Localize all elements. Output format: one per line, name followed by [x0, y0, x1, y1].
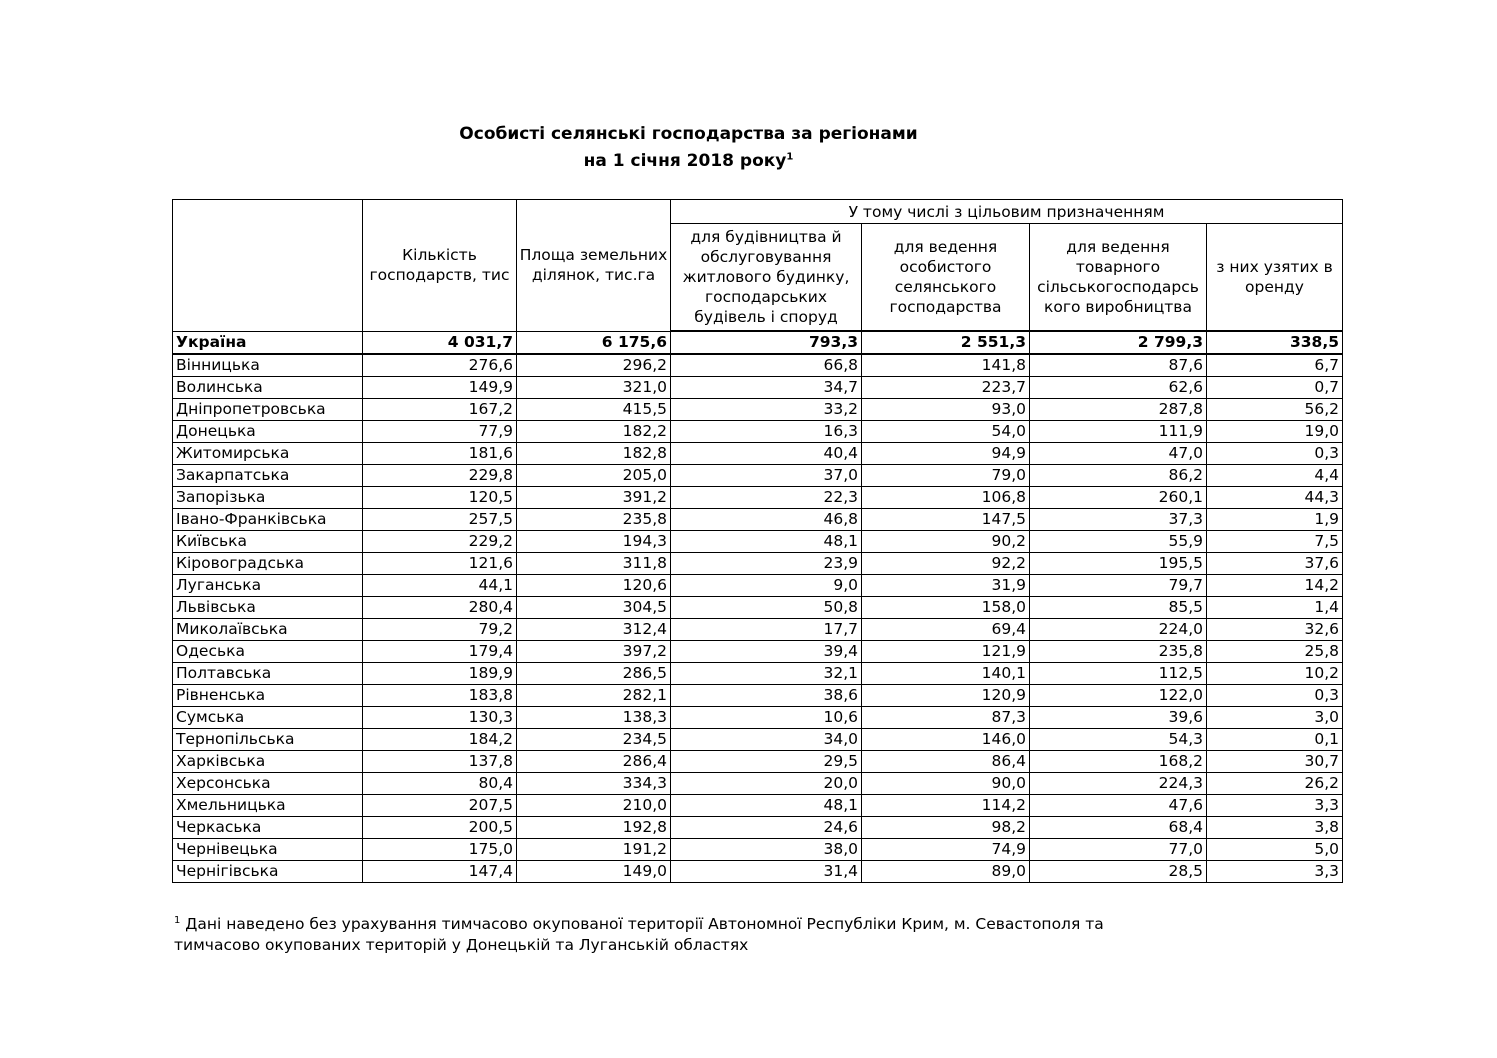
cell-rented: 30,7: [1207, 751, 1343, 773]
table-row: [173, 795, 1343, 817]
table-row: [173, 641, 1343, 663]
cell-personal-farming: 114,2: [862, 795, 1030, 817]
cell-area: 304,5: [517, 597, 671, 619]
cell-region: Чернівецька: [173, 839, 363, 861]
cell-region: Тернопільська: [173, 729, 363, 751]
cell-commercial-farming: 37,3: [1030, 509, 1207, 531]
cell-construction: 20,0: [671, 773, 862, 795]
cell-construction: 48,1: [671, 795, 862, 817]
cell-personal-farming: 86,4: [862, 751, 1030, 773]
table-row: [173, 729, 1343, 751]
cell-area: 138,3: [517, 707, 671, 729]
cell-personal-farming: 121,9: [862, 641, 1030, 663]
cell-commercial-farming: 112,5: [1030, 663, 1207, 685]
cell-construction: 40,4: [671, 443, 862, 465]
cell-commercial-farming: 86,2: [1030, 465, 1207, 487]
cell-households: 229,8: [363, 465, 517, 487]
cell-households: 167,2: [363, 399, 517, 421]
total-area: 6 175,6: [517, 331, 671, 354]
cell-rented: 19,0: [1207, 421, 1343, 443]
cell-area: 205,0: [517, 465, 671, 487]
cell-construction: 38,0: [671, 839, 862, 861]
cell-area: 282,1: [517, 685, 671, 707]
cell-area: 210,0: [517, 795, 671, 817]
cell-households: 200,5: [363, 817, 517, 839]
cell-commercial-farming: 195,5: [1030, 553, 1207, 575]
header-purpose-group: У тому числі з цільовим призначенням: [671, 200, 1343, 224]
cell-personal-farming: 89,0: [862, 861, 1030, 883]
cell-commercial-farming: 28,5: [1030, 861, 1207, 883]
cell-personal-farming: 120,9: [862, 685, 1030, 707]
cell-personal-farming: 87,3: [862, 707, 1030, 729]
cell-area: 192,8: [517, 817, 671, 839]
cell-households: 120,5: [363, 487, 517, 509]
cell-construction: 16,3: [671, 421, 862, 443]
cell-commercial-farming: 111,9: [1030, 421, 1207, 443]
cell-rented: 4,4: [1207, 465, 1343, 487]
cell-commercial-farming: 77,0: [1030, 839, 1207, 861]
footnote-mark: 1: [174, 914, 181, 926]
table-row: [173, 575, 1343, 597]
total-region: Україна: [173, 331, 363, 354]
cell-region: Одеська: [173, 641, 363, 663]
cell-personal-farming: 69,4: [862, 619, 1030, 641]
cell-households: 44,1: [363, 575, 517, 597]
total-rented: 338,5: [1207, 331, 1343, 354]
cell-personal-farming: 79,0: [862, 465, 1030, 487]
cell-commercial-farming: 122,0: [1030, 685, 1207, 707]
cell-region: Чернігівська: [173, 861, 363, 883]
table-row: [173, 619, 1343, 641]
cell-personal-farming: 92,2: [862, 553, 1030, 575]
footnote-marker: 1: [786, 151, 794, 163]
cell-rented: 3,8: [1207, 817, 1343, 839]
table-row: [173, 443, 1343, 465]
table-row: [173, 465, 1343, 487]
table-row: [173, 817, 1343, 839]
cell-region: Рівненська: [173, 685, 363, 707]
cell-rented: 32,6: [1207, 619, 1343, 641]
cell-area: 120,6: [517, 575, 671, 597]
total-personal-farming: 2 551,3: [862, 331, 1030, 354]
total-households: 4 031,7: [363, 331, 517, 354]
cell-rented: 3,3: [1207, 795, 1343, 817]
total-commercial-farming: 2 799,3: [1030, 331, 1207, 354]
cell-rented: 6,7: [1207, 354, 1343, 377]
cell-households: 121,6: [363, 553, 517, 575]
cell-rented: 0,7: [1207, 377, 1343, 399]
cell-construction: 48,1: [671, 531, 862, 553]
table-row: [173, 531, 1343, 553]
cell-commercial-farming: 54,3: [1030, 729, 1207, 751]
cell-region: Сумська: [173, 707, 363, 729]
cell-rented: 26,2: [1207, 773, 1343, 795]
cell-region: Черкаська: [173, 817, 363, 839]
cell-region: Полтавська: [173, 663, 363, 685]
cell-area: 334,3: [517, 773, 671, 795]
cell-construction: 50,8: [671, 597, 862, 619]
header-personal-farming: для ведення особистого селянського господарства: [862, 224, 1030, 332]
cell-commercial-farming: 85,5: [1030, 597, 1207, 619]
cell-households: 175,0: [363, 839, 517, 861]
cell-households: 149,9: [363, 377, 517, 399]
cell-rented: 14,2: [1207, 575, 1343, 597]
cell-construction: 39,4: [671, 641, 862, 663]
cell-commercial-farming: 68,4: [1030, 817, 1207, 839]
cell-area: 286,4: [517, 751, 671, 773]
cell-area: 182,2: [517, 421, 671, 443]
cell-region: Луганська: [173, 575, 363, 597]
cell-commercial-farming: 260,1: [1030, 487, 1207, 509]
cell-commercial-farming: 287,8: [1030, 399, 1207, 421]
header-construction: для будівництва й обслуговування житлового будинку, господарських будівель і споруд: [671, 224, 862, 332]
cell-region: Львівська: [173, 597, 363, 619]
table-row: [173, 509, 1343, 531]
cell-households: 184,2: [363, 729, 517, 751]
cell-region: Київська: [173, 531, 363, 553]
cell-construction: 66,8: [671, 354, 862, 377]
cell-construction: 32,1: [671, 663, 862, 685]
cell-households: 189,9: [363, 663, 517, 685]
cell-area: 397,2: [517, 641, 671, 663]
cell-region: Житомирська: [173, 443, 363, 465]
cell-construction: 10,6: [671, 707, 862, 729]
cell-personal-farming: 106,8: [862, 487, 1030, 509]
cell-rented: 0,3: [1207, 685, 1343, 707]
header-land-area: Площа земельних ділянок, тис.га: [517, 200, 671, 332]
header-region: [173, 200, 363, 332]
cell-households: 147,4: [363, 861, 517, 883]
cell-construction: 37,0: [671, 465, 862, 487]
cell-households: 179,4: [363, 641, 517, 663]
cell-region: Вінницька: [173, 354, 363, 377]
cell-households: 181,6: [363, 443, 517, 465]
cell-area: 234,5: [517, 729, 671, 751]
cell-commercial-farming: 39,6: [1030, 707, 1207, 729]
regions-table: [172, 199, 1343, 883]
cell-construction: 31,4: [671, 861, 862, 883]
cell-area: 149,0: [517, 861, 671, 883]
table-row: [173, 663, 1343, 685]
cell-rented: 5,0: [1207, 839, 1343, 861]
cell-construction: 24,6: [671, 817, 862, 839]
cell-households: 229,2: [363, 531, 517, 553]
cell-area: 296,2: [517, 354, 671, 377]
cell-personal-farming: 90,2: [862, 531, 1030, 553]
cell-construction: 33,2: [671, 399, 862, 421]
cell-personal-farming: 94,9: [862, 443, 1030, 465]
cell-area: 391,2: [517, 487, 671, 509]
table-row: [173, 861, 1343, 883]
total-construction: 793,3: [671, 331, 862, 354]
cell-construction: 38,6: [671, 685, 862, 707]
table-row: [173, 597, 1343, 619]
cell-personal-farming: 90,0: [862, 773, 1030, 795]
cell-households: 207,5: [363, 795, 517, 817]
cell-construction: 34,7: [671, 377, 862, 399]
cell-area: 415,5: [517, 399, 671, 421]
table-row: [173, 685, 1343, 707]
cell-commercial-farming: 79,7: [1030, 575, 1207, 597]
cell-personal-farming: 140,1: [862, 663, 1030, 685]
table-row: [173, 553, 1343, 575]
cell-rented: 10,2: [1207, 663, 1343, 685]
table-row: [173, 399, 1343, 421]
cell-region: Хмельницька: [173, 795, 363, 817]
cell-area: 286,5: [517, 663, 671, 685]
table-row: [173, 839, 1343, 861]
page-title: Особисті селянські господарства за регіонами: [459, 124, 918, 144]
cell-area: 235,8: [517, 509, 671, 531]
cell-households: 77,9: [363, 421, 517, 443]
cell-construction: 17,7: [671, 619, 862, 641]
cell-area: 191,2: [517, 839, 671, 861]
cell-rented: 3,0: [1207, 707, 1343, 729]
cell-area: 321,0: [517, 377, 671, 399]
cell-commercial-farming: 168,2: [1030, 751, 1207, 773]
cell-households: 257,5: [363, 509, 517, 531]
cell-personal-farming: 147,5: [862, 509, 1030, 531]
cell-rented: 37,6: [1207, 553, 1343, 575]
table-row: [173, 707, 1343, 729]
cell-rented: 1,4: [1207, 597, 1343, 619]
table-row: [173, 773, 1343, 795]
cell-area: 312,4: [517, 619, 671, 641]
table-row: [173, 751, 1343, 773]
cell-households: 80,4: [363, 773, 517, 795]
cell-region: Херсонська: [173, 773, 363, 795]
cell-rented: 7,5: [1207, 531, 1343, 553]
cell-area: 194,3: [517, 531, 671, 553]
cell-commercial-farming: 235,8: [1030, 641, 1207, 663]
cell-personal-farming: 223,7: [862, 377, 1030, 399]
cell-households: 79,2: [363, 619, 517, 641]
cell-rented: 56,2: [1207, 399, 1343, 421]
cell-rented: 25,8: [1207, 641, 1343, 663]
table-row: [173, 421, 1343, 443]
cell-households: 276,6: [363, 354, 517, 377]
cell-personal-farming: 146,0: [862, 729, 1030, 751]
cell-households: 280,4: [363, 597, 517, 619]
cell-rented: 0,3: [1207, 443, 1343, 465]
cell-region: Дніпропетровська: [173, 399, 363, 421]
total-row: [173, 331, 1343, 354]
cell-commercial-farming: 47,6: [1030, 795, 1207, 817]
cell-personal-farming: 31,9: [862, 575, 1030, 597]
cell-personal-farming: 141,8: [862, 354, 1030, 377]
cell-rented: 44,3: [1207, 487, 1343, 509]
cell-households: 183,8: [363, 685, 517, 707]
table-row: [173, 487, 1343, 509]
header-households-count: Кількість господарств, тис: [363, 200, 517, 332]
cell-commercial-farming: 87,6: [1030, 354, 1207, 377]
cell-personal-farming: 54,0: [862, 421, 1030, 443]
cell-personal-farming: 74,9: [862, 839, 1030, 861]
cell-commercial-farming: 224,3: [1030, 773, 1207, 795]
cell-construction: 23,9: [671, 553, 862, 575]
cell-households: 130,3: [363, 707, 517, 729]
cell-area: 311,8: [517, 553, 671, 575]
footnote-line-2: тимчасово окупованих територій у Донецькій та Луганській областях: [174, 936, 749, 954]
cell-region: Волинська: [173, 377, 363, 399]
cell-households: 137,8: [363, 751, 517, 773]
cell-construction: 9,0: [671, 575, 862, 597]
header-rented: з них узятих в оренду: [1207, 224, 1343, 332]
header-commercial-farming: для ведення товарного сільськогосподарсь кого виробництва: [1030, 224, 1207, 332]
cell-region: Харківська: [173, 751, 363, 773]
footnote: [174, 914, 1104, 956]
cell-construction: 29,5: [671, 751, 862, 773]
cell-region: Запорізька: [173, 487, 363, 509]
cell-commercial-farming: 224,0: [1030, 619, 1207, 641]
cell-construction: 46,8: [671, 509, 862, 531]
cell-region: Закарпатська: [173, 465, 363, 487]
cell-area: 182,8: [517, 443, 671, 465]
cell-region: Донецька: [173, 421, 363, 443]
footnote-line-1: $^1$ Дані наведено без урахування тимчасово окупованої території Автономної Республіки Крим, м. Севастополя та: [174, 914, 1104, 933]
cell-commercial-farming: 47,0: [1030, 443, 1207, 465]
cell-commercial-farming: 62,6: [1030, 377, 1207, 399]
table-body: [173, 331, 1343, 883]
table-row: [173, 354, 1343, 377]
cell-region: Кіровоградська: [173, 553, 363, 575]
cell-construction: 22,3: [671, 487, 862, 509]
cell-personal-farming: 158,0: [862, 597, 1030, 619]
cell-rented: 1,9: [1207, 509, 1343, 531]
cell-region: Івано-Франківська: [173, 509, 363, 531]
cell-commercial-farming: 55,9: [1030, 531, 1207, 553]
cell-personal-farming: 93,0: [862, 399, 1030, 421]
cell-region: Миколаївська: [173, 619, 363, 641]
page-subtitle: на 1 січня 2018 року$^1$: [583, 151, 794, 171]
table-row: [173, 377, 1343, 399]
cell-personal-farming: 98,2: [862, 817, 1030, 839]
cell-rented: 0,1: [1207, 729, 1343, 751]
cell-construction: 34,0: [671, 729, 862, 751]
cell-rented: 3,3: [1207, 861, 1343, 883]
